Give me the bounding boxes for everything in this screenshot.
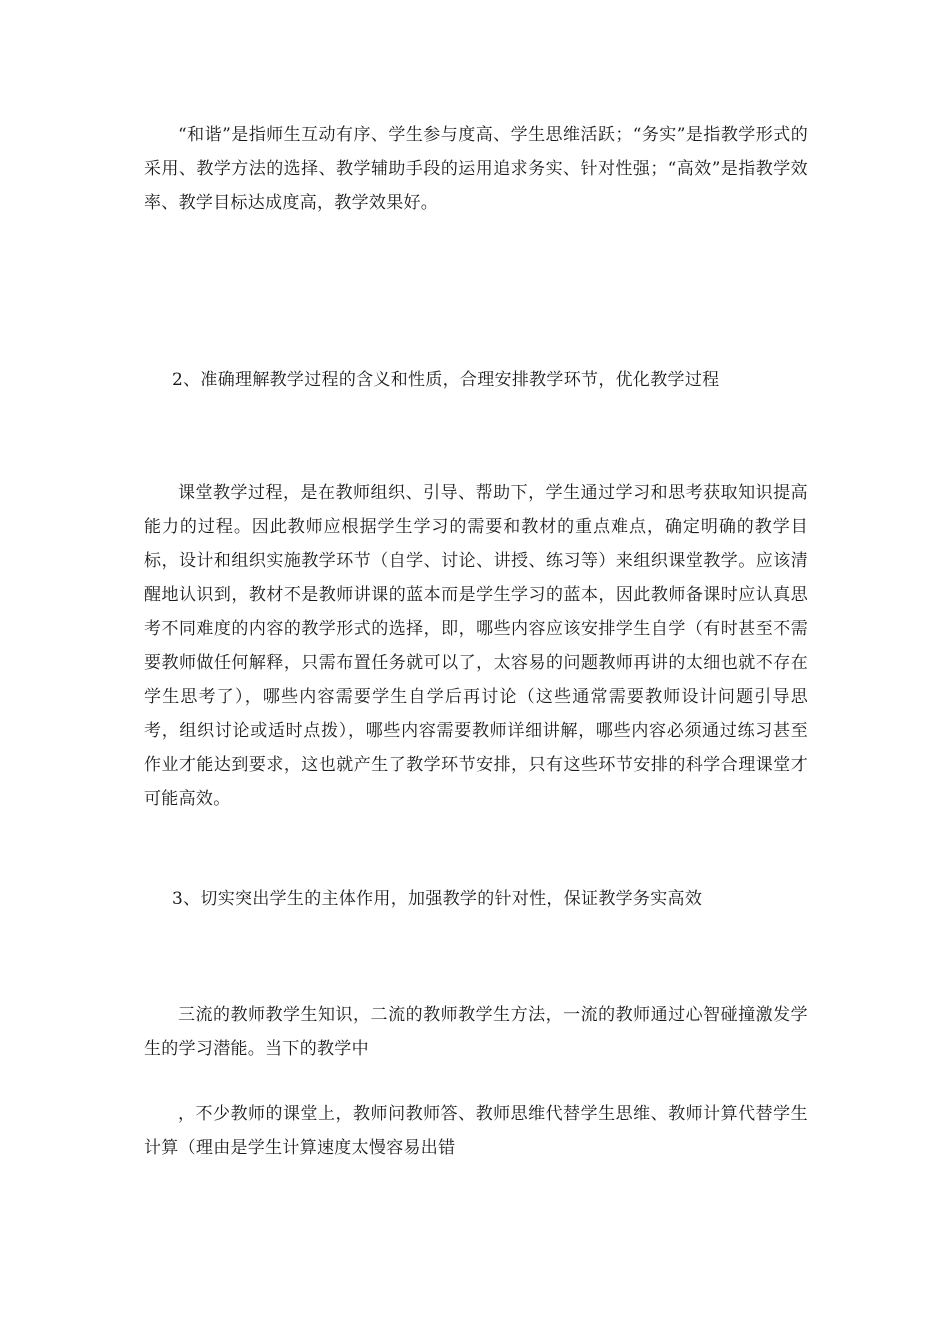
section-heading-2: 2、准确理解教学过程的含义和性质，合理安排教学环节，优化教学过程: [172, 370, 720, 390]
paragraph-three-tier-teachers: 三流的教师教学生知识，二流的教师教学生方法，一流的教师通过心智碰撞激发学生的学习潜能。当下的教学中: [144, 1005, 808, 1059]
section-heading-3: 3、切实突出学生的主体作用，加强教学的针对性，保证教学务实高效: [172, 889, 703, 909]
paragraph-teaching-process: 课堂教学过程，是在教师组织、引导、帮助下，学生通过学习和思考获取知识提高能力的过程。因此教师应根据学生学习的需要和教材的重点难点，确定明确的教学目标，设计和组织实施教学环节（自学、讨论、讲授、练习等）来组织课堂教学。应该清醒地认识到，教材不是教师讲课的蓝本而是学生学习的蓝本，因此教师备课时应认真思考不同难度的内容的教学形式的选择，即，哪些内容应该安排学生自学（有时甚至不需要教师做任何解释，只需布置任务就可以了，太容易的问题教师再讲的太细也就不存在学生思考了），哪些内容需要学生自学后再讨论（这些通常需要教师设计问题引导思考，组织讨论或适时点拨），哪些内容需要教师详细讲解，哪些内容必须通过练习甚至作业才能达到要求，这也就产生了教学环节安排，只有这些环节安排的科学合理课堂才可能高效。: [144, 483, 808, 809]
paragraph-harmony-definition: “和谐”是指师生互动有序、学生参与度高、学生思维活跃；“务实”是指教学形式的采用、教学方法的选择、教学辅助手段的运用追求务实、针对性强；“高效”是指教学效率、教学目标达成度高，教学效果好。: [144, 125, 808, 213]
paragraph-classroom-issues: ，不少教师的课堂上，教师问教师答、教师思维代替学生思维、教师计算代替学生计算（理由是学生计算速度太慢容易出错: [144, 1104, 808, 1158]
